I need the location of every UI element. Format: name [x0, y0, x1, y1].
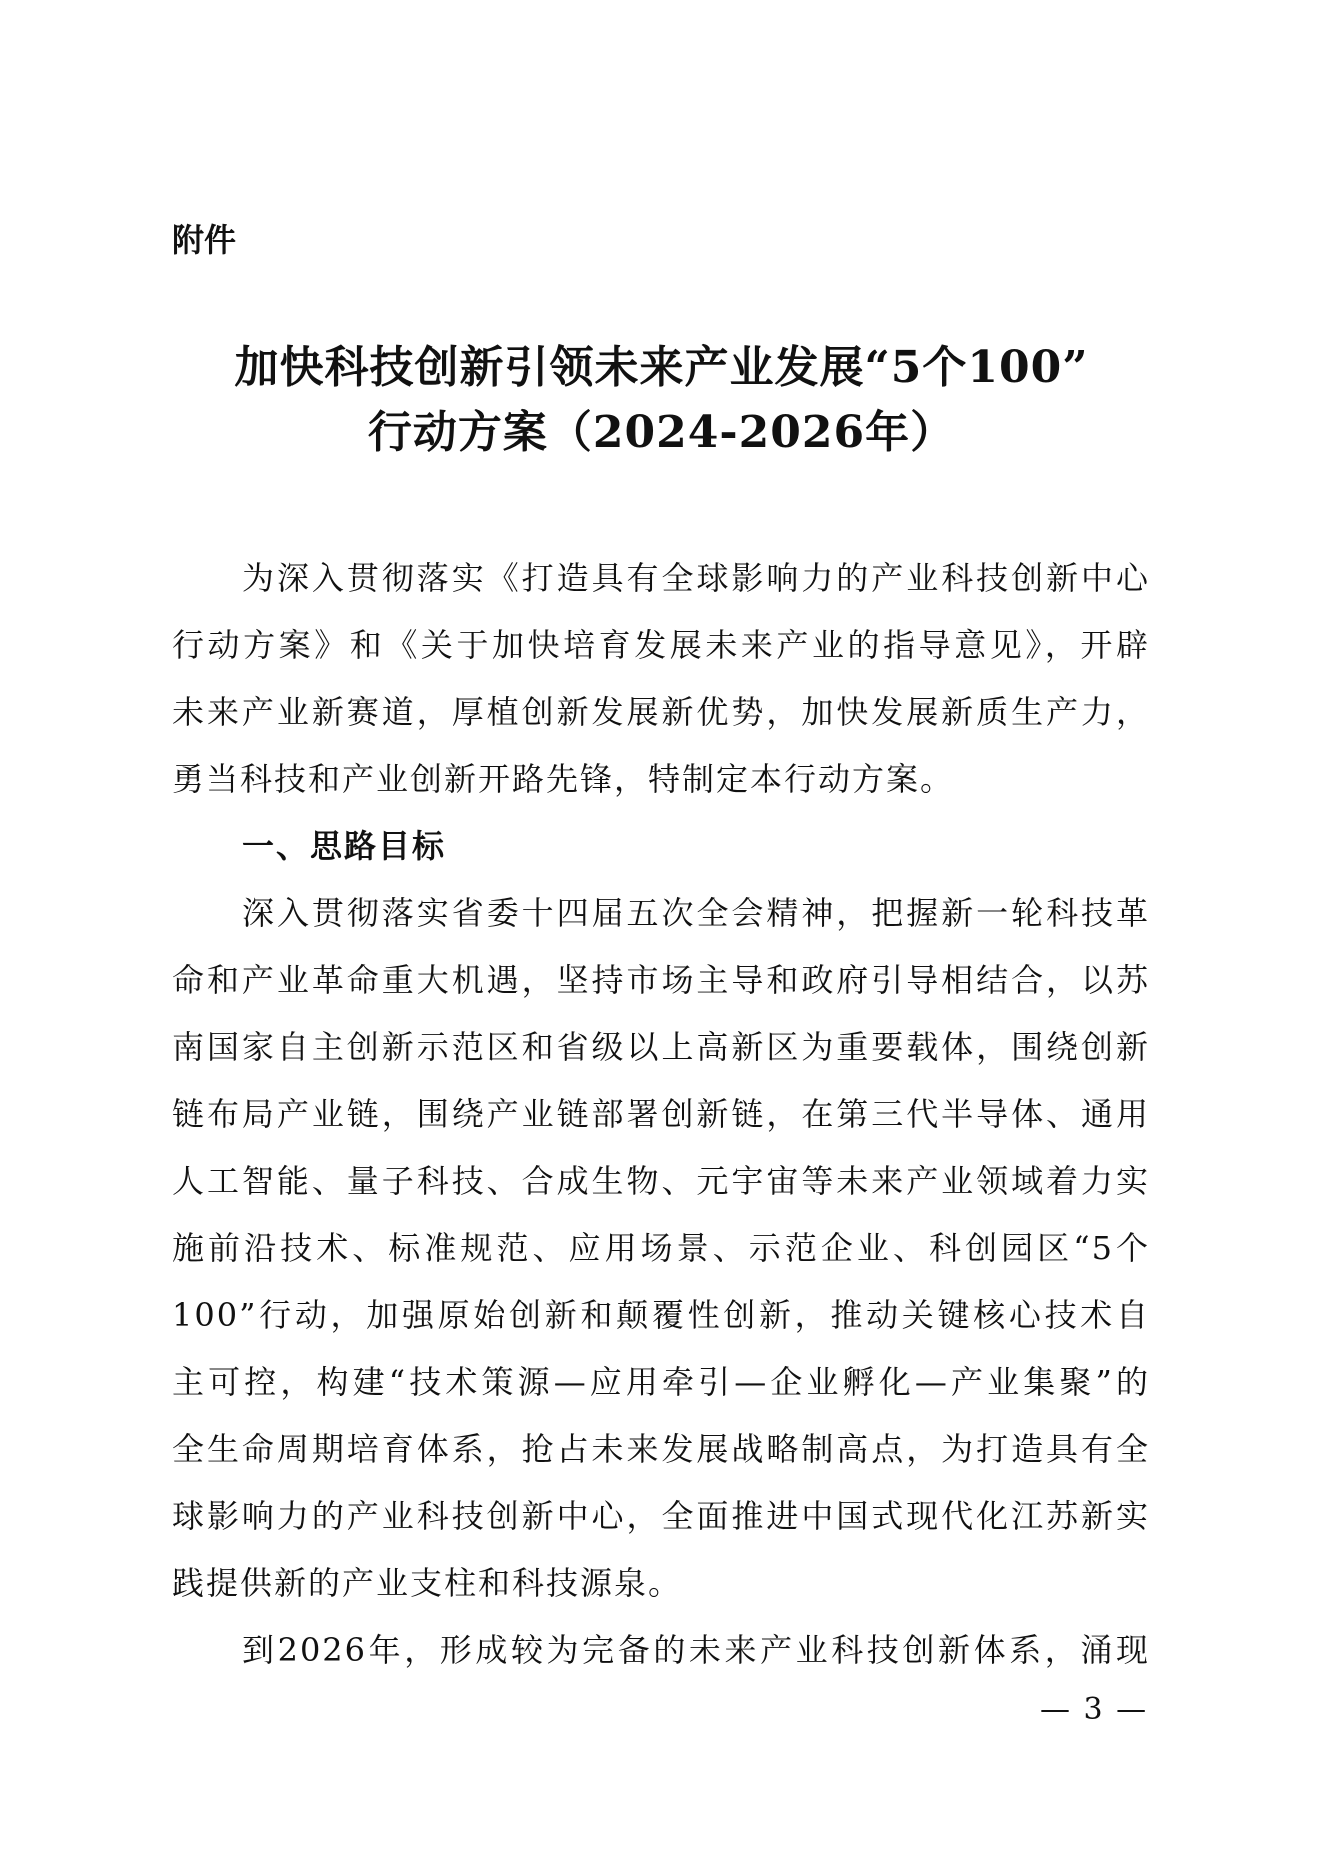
body-line: 深入贯彻落实省委十四届五次全会精神，把握新一轮科技革 — [242, 894, 1150, 932]
body-line: 命和产业革命重大机遇，坚持市场主导和政府引导相结合，以苏 — [172, 961, 1150, 999]
body-line: 践提供新的产业支柱和科技源泉。 — [172, 1564, 683, 1602]
body-line: 链布局产业链，围绕产业链部署创新链，在第三代半导体、通用 — [172, 1095, 1150, 1133]
body-line: 人工智能、量子科技、合成生物、元宇宙等未来产业领域着力实 — [172, 1162, 1150, 1200]
intro-line: 未来产业新赛道，厚植创新发展新优势，加快发展新质生产力， — [172, 693, 1150, 731]
intro-line: 行动方案》和《关于加快培育发展未来产业的指导意见》，开辟 — [172, 626, 1150, 664]
body-line: 全生命周期培育体系，抢占未来发展战略制高点，为打造具有全 — [172, 1430, 1150, 1468]
title-line-2: 行动方案（2024-2026年） — [367, 407, 956, 458]
body-line: 球影响力的产业科技创新中心，全面推进中国式现代化江苏新实 — [172, 1497, 1150, 1535]
page-number: — 3 — — [1040, 1692, 1149, 1727]
intro-line: 为深入贯彻落实《打造具有全球影响力的产业科技创新中心 — [242, 559, 1150, 597]
body-line: 南国家自主创新示范区和省级以上高新区为重要载体，围绕创新 — [172, 1028, 1150, 1066]
section-heading: 一、思路目标 — [242, 827, 447, 865]
body-line: 100”行动，加强原始创新和颠覆性创新，推动关键核心技术自 — [172, 1296, 1150, 1334]
intro-line: 勇当科技和产业创新开路先锋，特制定本行动方案。 — [172, 760, 955, 798]
title-line-1: 加快科技创新引领未来产业发展“5个100” — [234, 342, 1089, 393]
body-line: 施前沿技术、标准规范、应用场景、示范企业、科创园区“5个 — [172, 1229, 1150, 1267]
attachment-label: 附件 — [172, 221, 237, 259]
body-line: 主可控，构建“技术策源—应用牵引—企业孵化—产业集聚”的 — [172, 1363, 1150, 1401]
goal-line: 到2026年，形成较为完备的未来产业科技创新体系，涌现 — [242, 1631, 1150, 1669]
